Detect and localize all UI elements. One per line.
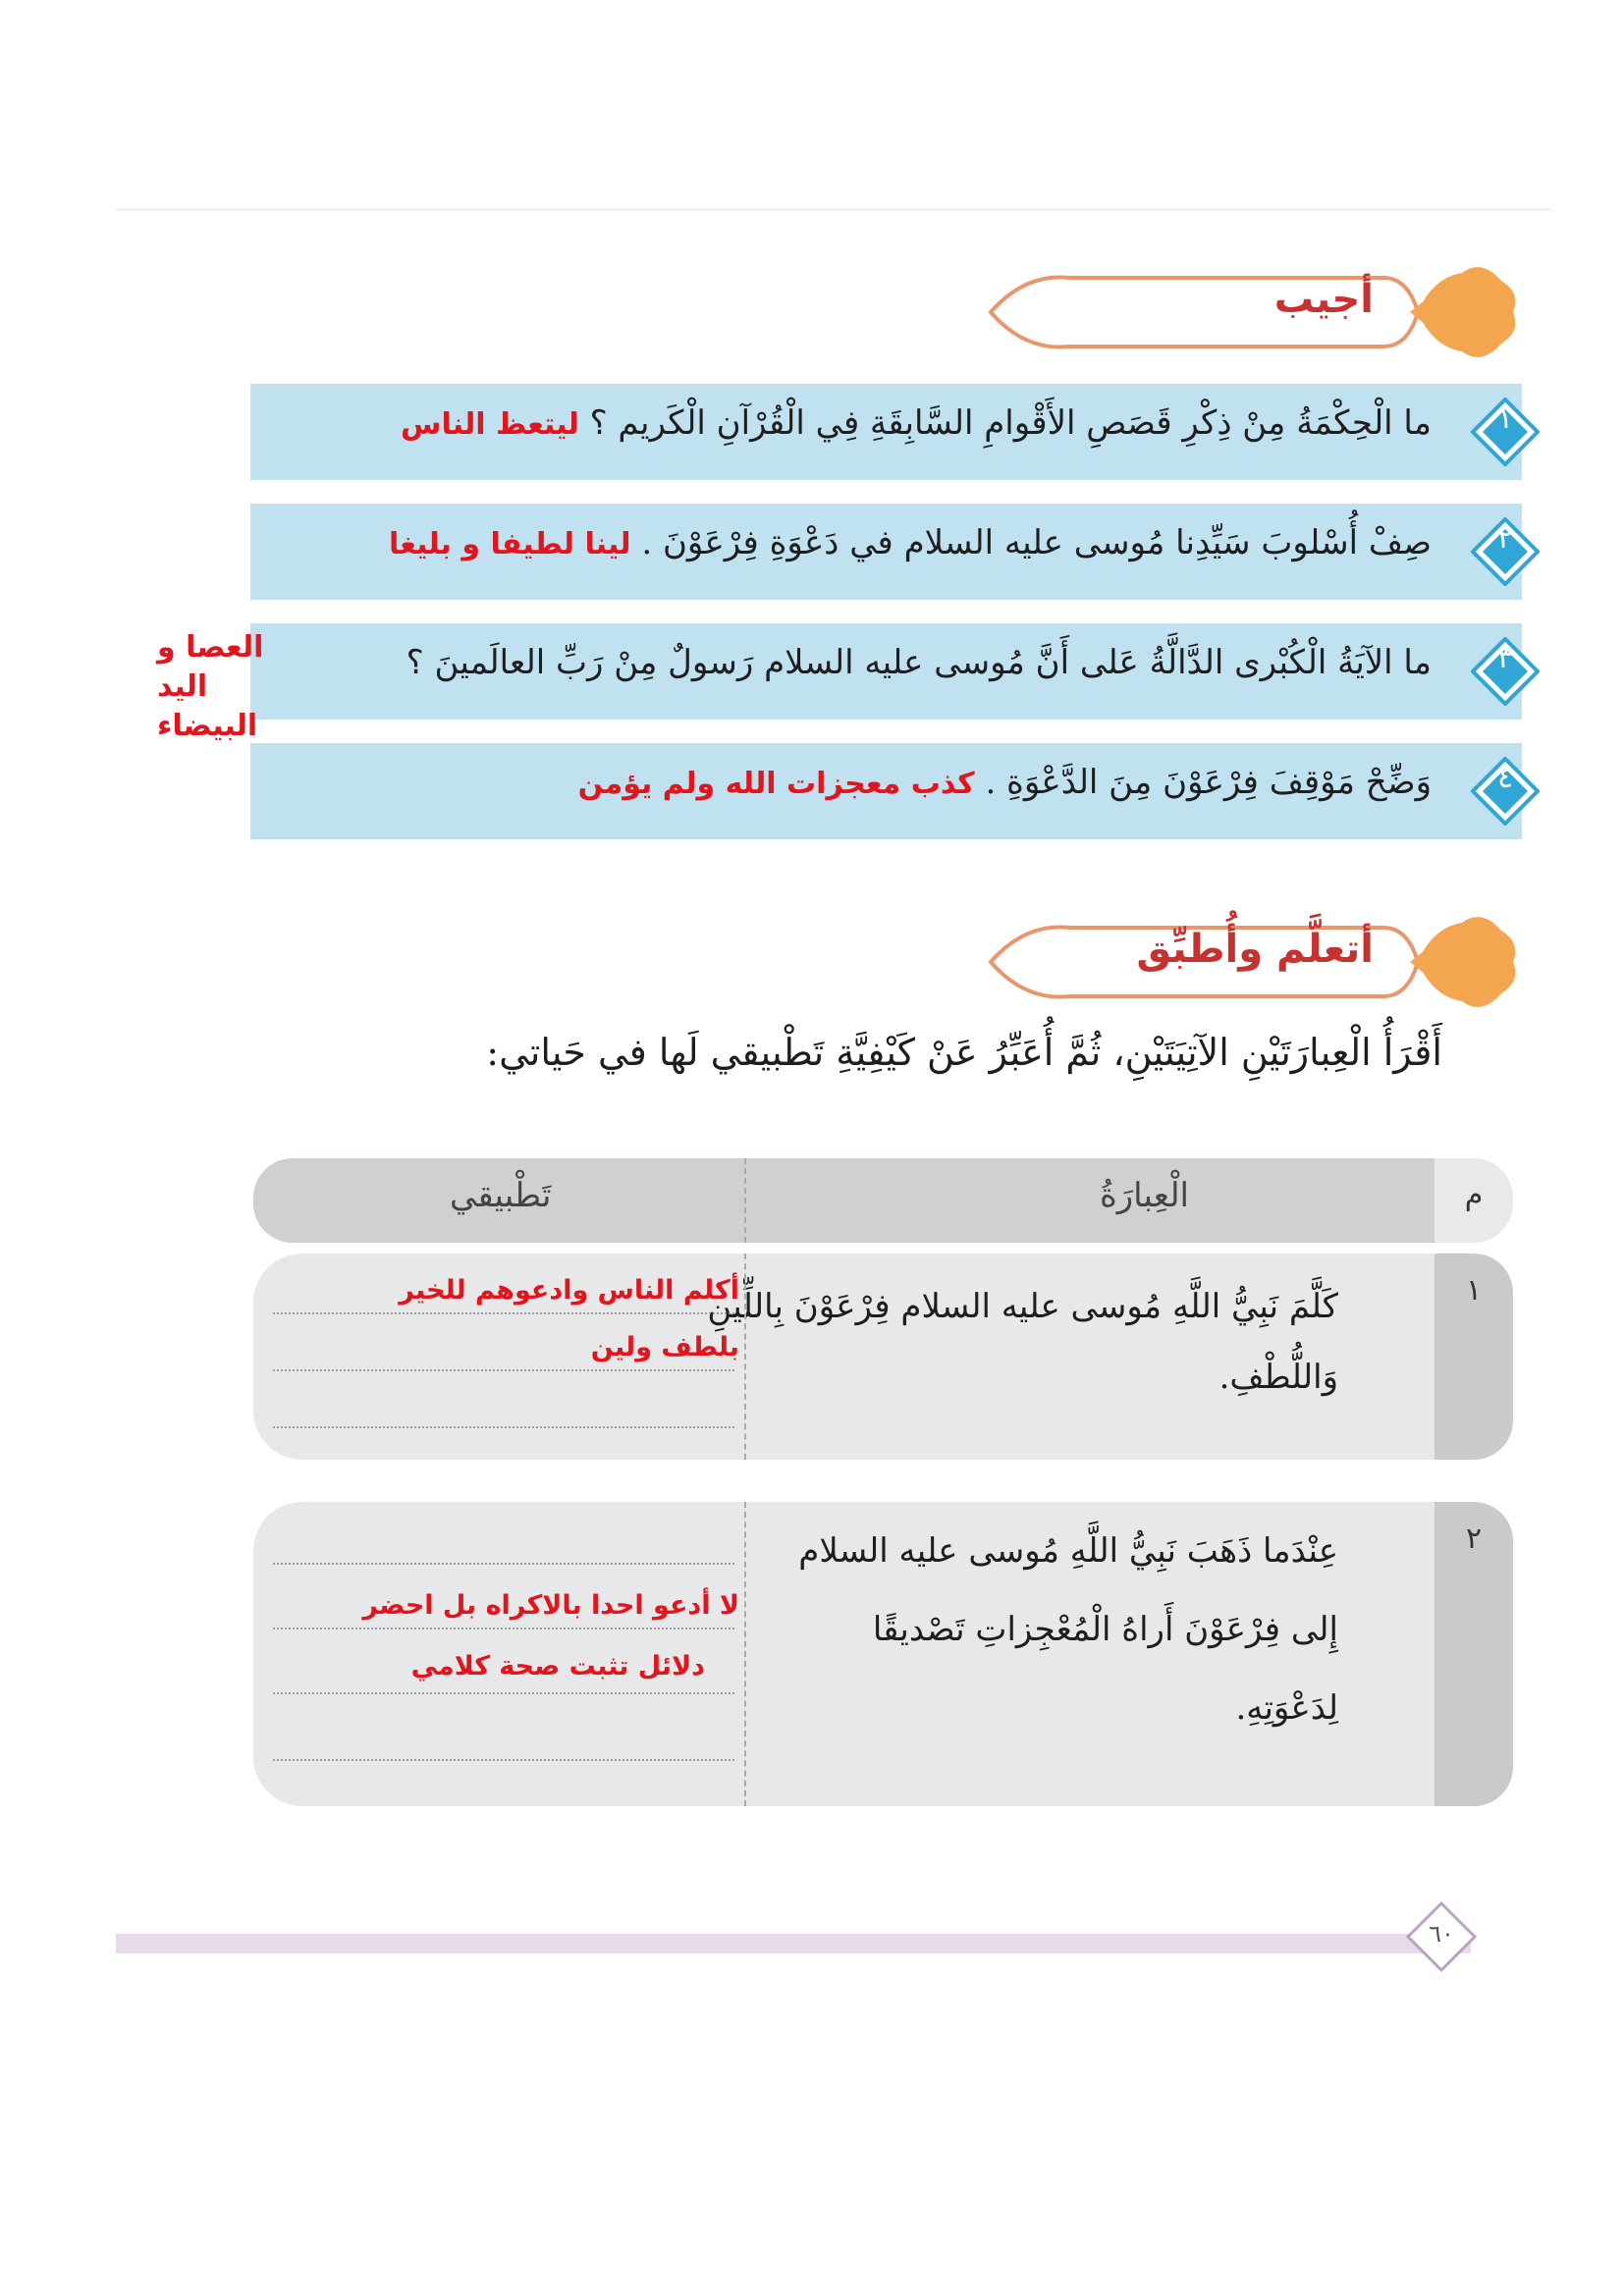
section-title: أجيب	[1273, 277, 1374, 322]
question-row-1	[250, 384, 1522, 480]
row-num-cell	[1435, 1254, 1513, 1460]
question-number: ٤	[1496, 761, 1514, 795]
answer-text: كذب معجزات الله ولم يؤمن	[577, 767, 975, 801]
answer-dotted-line	[273, 1628, 734, 1629]
header-num-cell	[1435, 1158, 1513, 1243]
question-row-3	[250, 623, 1522, 720]
section-header-learn-apply	[971, 903, 1521, 1021]
phrase-line: إِلى فِرْعَوْنَ أَراهُ الْمُعْجِزاتِ تَصْديقًا	[872, 1610, 1338, 1649]
question-number: ٣	[1496, 641, 1514, 675]
column-divider	[744, 1254, 746, 1460]
phrase-text	[707, 1271, 1338, 1413]
question-body: ما الآيَةُ الْكُبْرى الدَّالَّةُ عَلى أَنَّ مُوسى عليه السلام رَسولٌ مِنْ رَبِّ العالَمينَ ؟	[406, 643, 1432, 682]
answer-text: لينا لطيفا و بليغا	[388, 527, 631, 561]
answer-text: ليتعظ الناس	[401, 407, 579, 442]
answer-text: أكلم الناس وادعوهم للخير	[399, 1275, 739, 1306]
answer-text: العصا و اليد البيضاء	[157, 630, 264, 743]
table-header	[253, 1158, 1484, 1243]
question-text	[401, 403, 1432, 443]
question-number: ١	[1496, 401, 1514, 436]
question-body: ما الْحِكْمَةُ مِنْ ذِكْرِ قَصَصِ الأَقْوامِ السَّابِقَةِ فِي الْقُرْآنِ الْكَريم ؟	[589, 403, 1432, 443]
table-row	[253, 1254, 1483, 1460]
question-row-2	[250, 504, 1522, 600]
answer-dotted-line	[273, 1692, 734, 1694]
question-body: صِفْ أُسْلوبَ سَيِّدِنا مُوسى عليه السلام في دَعْوَةِ فِرْعَوْنَ .	[641, 523, 1432, 562]
instruction-text: أَقْرَأُ الْعِبارَتَيْنِ الآتِيَتَيْنِ، ثُمَّ أُعَبِّرُ عَنْ كَيْفِيَّةِ تَطْبيقي لَها في حَياتي:	[486, 1031, 1442, 1074]
section-title: أتعلَّم وأُطبِّق	[1136, 927, 1374, 972]
answer-text: دلائل تثبت صحة كلامي	[410, 1651, 705, 1682]
question-text	[389, 523, 1432, 562]
answer-text: بلطف ولين	[590, 1332, 739, 1362]
phrase-line: لِدَعْوَتِهِ.	[1235, 1688, 1338, 1728]
question-text	[578, 763, 1432, 802]
answer-dotted-line	[273, 1369, 734, 1371]
header-phrase: الْعِبارَةُ	[1099, 1176, 1189, 1215]
question-row-4	[250, 743, 1522, 839]
row-num-cell	[1435, 1502, 1513, 1806]
page-frame-top	[116, 208, 1551, 211]
section-banner-icon	[971, 253, 1521, 371]
question-body: وَضِّحْ مَوْقِفَ فِرْعَوْنَ مِنَ الدَّعْوَةِ .	[985, 763, 1432, 802]
answer-dotted-line	[273, 1426, 734, 1428]
phrase-line: وَاللُّطْفِ.	[1218, 1358, 1338, 1397]
row-number: ١	[1465, 1273, 1483, 1308]
column-divider	[744, 1158, 746, 1243]
page-number: ٦٠	[1429, 1920, 1454, 1948]
answer-dotted-line	[273, 1563, 734, 1565]
answer-dotted-line	[273, 1312, 734, 1314]
column-divider	[744, 1502, 746, 1806]
phrase-text	[798, 1512, 1338, 1747]
phrase-line: كَلَّمَ نَبِيُّ اللَّهِ مُوسى عليه السلام فِرْعَوْنَ بِاللِّينِ	[707, 1287, 1338, 1326]
row-number: ٢	[1465, 1522, 1483, 1556]
answer-dotted-line	[273, 1759, 734, 1761]
question-number: ٢	[1496, 521, 1514, 556]
answer-text: لا أدعو احدا بالاكراه بل احضر	[362, 1590, 739, 1621]
header-application: تَطْبيقي	[450, 1176, 552, 1215]
footer-bar	[116, 1934, 1471, 1953]
header-num: م	[1464, 1178, 1484, 1212]
table-row	[253, 1502, 1483, 1806]
section-header-answer	[971, 253, 1521, 371]
phrase-line: عِنْدَما ذَهَبَ نَبِيُّ اللَّهِ مُوسى عليه السلام	[798, 1531, 1338, 1571]
question-text	[406, 643, 1432, 682]
